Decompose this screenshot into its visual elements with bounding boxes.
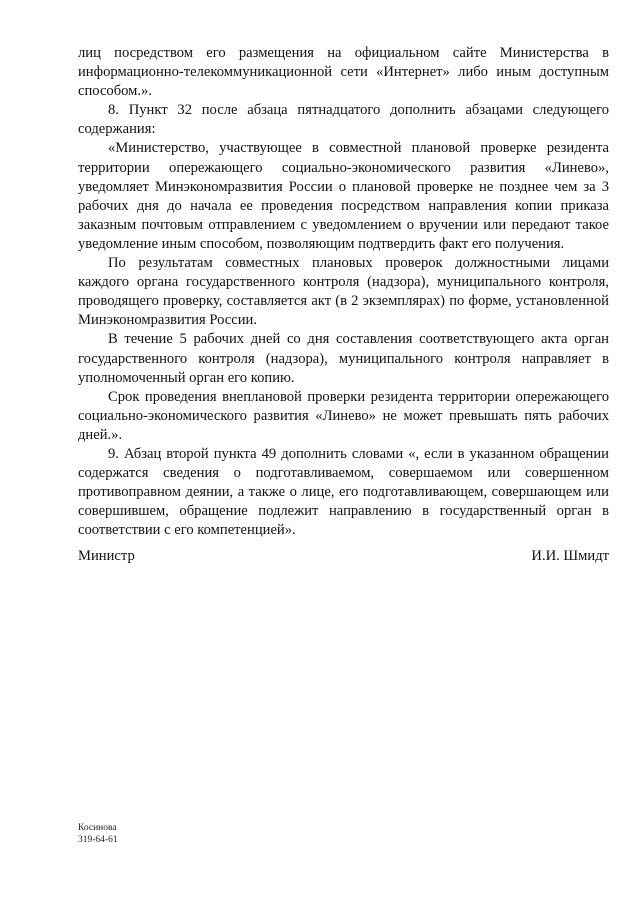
signatory-name: И.И. Шмидт <box>531 548 609 564</box>
executor-phone: 319-64-61 <box>78 835 118 845</box>
executor-name: Косинова <box>78 823 117 833</box>
executor-note <box>78 822 118 846</box>
paragraph-notification: «Министерство, участвующее в совместной плановой проверке резидента территории опережающего социально-экономического развития «Линево», уведомляет Минэкономразвития России о плановой проверке не позднее чем за 3 рабочих дня до начала ее проведения посредством направления копии приказа заказным почтовым отправлением с уведомлением о вручении или передают такое уведомление иным способом, позволяющим подтвердить факт его получения. <box>78 140 609 252</box>
document-body <box>78 44 609 540</box>
paragraph-inspection-act: По результатам совместных плановых проверок должностными лицами каждого органа государственного контроля (надзора), муниципального контроля, проводящего проверку, составляется акт (в 2 экземплярах) по форме, установленной Минэкономразвития России. <box>78 255 609 329</box>
paragraph-unscheduled-term: Срок проведения внеплановой проверки резидента территории опережающего социально-экономического развития «Линево» не может превышать пять рабочих дней.». <box>78 388 609 443</box>
signatory-title: Министр <box>78 548 135 564</box>
signature-block <box>78 547 609 566</box>
paragraph-item-8: 8. Пункт 32 после абзаца пятнадцатого дополнить абзацами следующего содержания: <box>78 102 609 138</box>
paragraph-continuation: лиц посредством его размещения на официальном сайте Министерства в информационно-телекоммуникационной сети «Интернет» либо иным доступным способом.». <box>78 45 609 100</box>
paragraph-item-9: 9. Абзац второй пункта 49 дополнить словами «, если в указанном обращении содержатся сведения о подготавливаемом, совершаемом или совершенном противоправном деянии, а также о лице, его подготавливающем, совершающем или совершившем, обращение подлежит направлению в государственный орган в соответствии с его компетенцией». <box>78 445 609 539</box>
paragraph-act-copy: В течение 5 рабочих дней со дня составления соответствующего акта орган государственного контроля (надзора), муниципального контроля направляет в уполномоченный орган его копию. <box>78 331 609 386</box>
